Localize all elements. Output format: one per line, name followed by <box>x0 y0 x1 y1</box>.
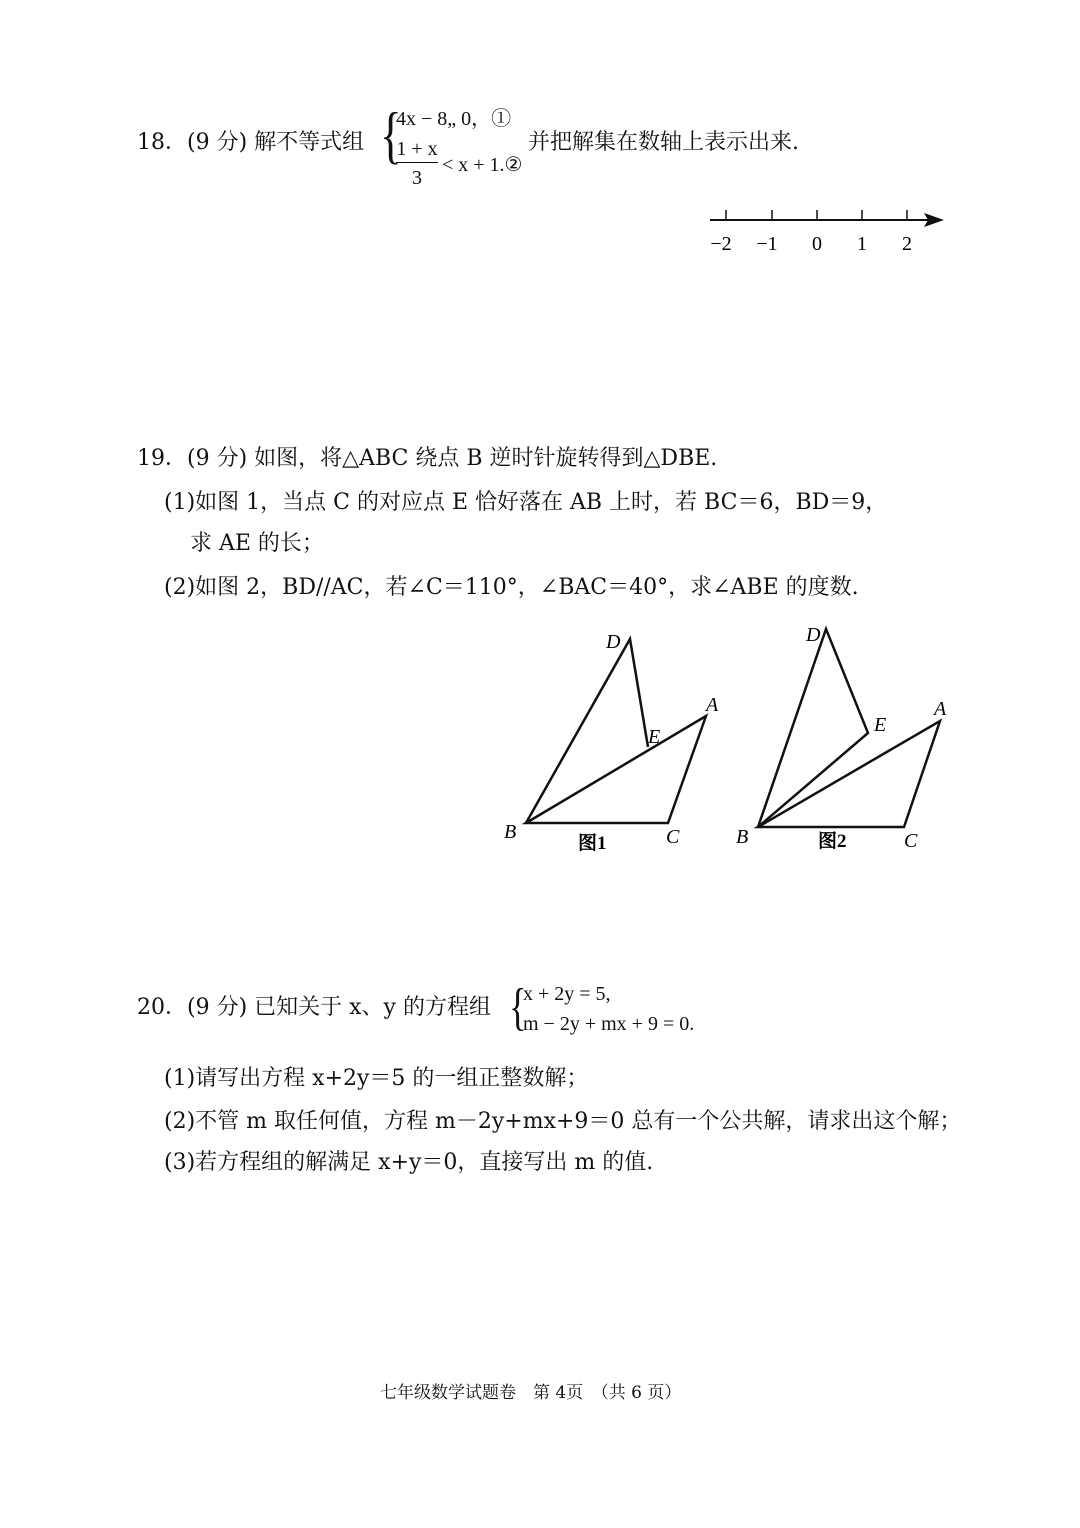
q18-fraction <box>396 138 438 190</box>
fig1-triangle-dbe <box>526 639 648 823</box>
q20-system-brace: { <box>509 979 527 1036</box>
q20-part3: (3)若方程组的解满足 x+y＝0，直接写出 m 的值. <box>164 1150 654 1175</box>
q19-part2: (2)如图 2，BD//AC，若∠C＝110°，∠BAC＝40°，求∠ABE 的度数. <box>164 575 859 600</box>
q18-inequality-2-tail: < x + 1.② <box>442 154 523 176</box>
fig1-label-b: B <box>504 821 517 843</box>
fig2-label-d: D <box>806 624 821 646</box>
fig1-label-a: A <box>706 694 719 716</box>
fig1-label-d: D <box>606 631 621 653</box>
fig2-caption: 图2 <box>818 831 847 852</box>
number-line-label: 2 <box>902 233 912 255</box>
fig1-triangle-abc <box>526 716 706 823</box>
figure-2 <box>736 624 947 852</box>
number-line-label: −1 <box>756 233 778 255</box>
q19-part1-line1: (1)如图 1，当点 C 的对应点 E 恰好落在 AB 上时，若 BC＝6，BD＝9， <box>164 490 888 515</box>
q20-equation-1: x + 2y = 5, <box>523 983 611 1005</box>
number-line-label: 1 <box>857 233 867 255</box>
q18-inequality-1: 4x − 8„ 0，① <box>396 108 512 130</box>
q18-fraction-numerator: 1 + x <box>396 138 438 163</box>
fig2-label-b: B <box>736 826 749 848</box>
fig1-label-c: C <box>666 826 680 848</box>
fig1-label-e: E <box>648 726 661 748</box>
fig2-triangle-dbe <box>758 629 868 827</box>
q20-part2: (2)不管 m 取任何值，方程 m－2y+mx+9＝0 总有一个公共解，请求出这个解； <box>164 1109 962 1134</box>
figures <box>490 615 970 865</box>
fig2-label-e: E <box>874 714 887 736</box>
fig2-triangle-abc <box>758 721 940 827</box>
number-line-label: −2 <box>710 233 732 255</box>
q20-equation-2: m − 2y + mx + 9 = 0. <box>523 1013 695 1035</box>
q20-prefix: 20．(9 分) 已知关于 x、y 的方程组 <box>137 995 491 1020</box>
q20-part1: (1)请写出方程 x+2y＝5 的一组正整数解； <box>164 1066 589 1091</box>
fig2-label-a: A <box>934 698 947 720</box>
figure-1 <box>504 631 719 854</box>
q19-stem: 19．(9 分) 如图，将△ABC 绕点 B 逆时针旋转得到△DBE. <box>137 446 718 471</box>
number-line <box>700 200 950 260</box>
q18-system-brace: { <box>380 99 402 170</box>
q18-prefix: 18．(9 分) 解不等式组 <box>137 130 365 155</box>
q18-fraction-denominator: 3 <box>412 167 422 189</box>
q19-part1-line2: 求 AE 的长； <box>190 531 324 556</box>
fig1-caption: 图1 <box>578 833 607 854</box>
number-line-label: 0 <box>812 233 822 255</box>
fig2-label-c: C <box>904 830 918 852</box>
page-footer: 七年级数学试题卷 第 4页 （共 6 页） <box>380 1383 682 1403</box>
q18-suffix: 并把解集在数轴上表示出来. <box>528 130 799 155</box>
